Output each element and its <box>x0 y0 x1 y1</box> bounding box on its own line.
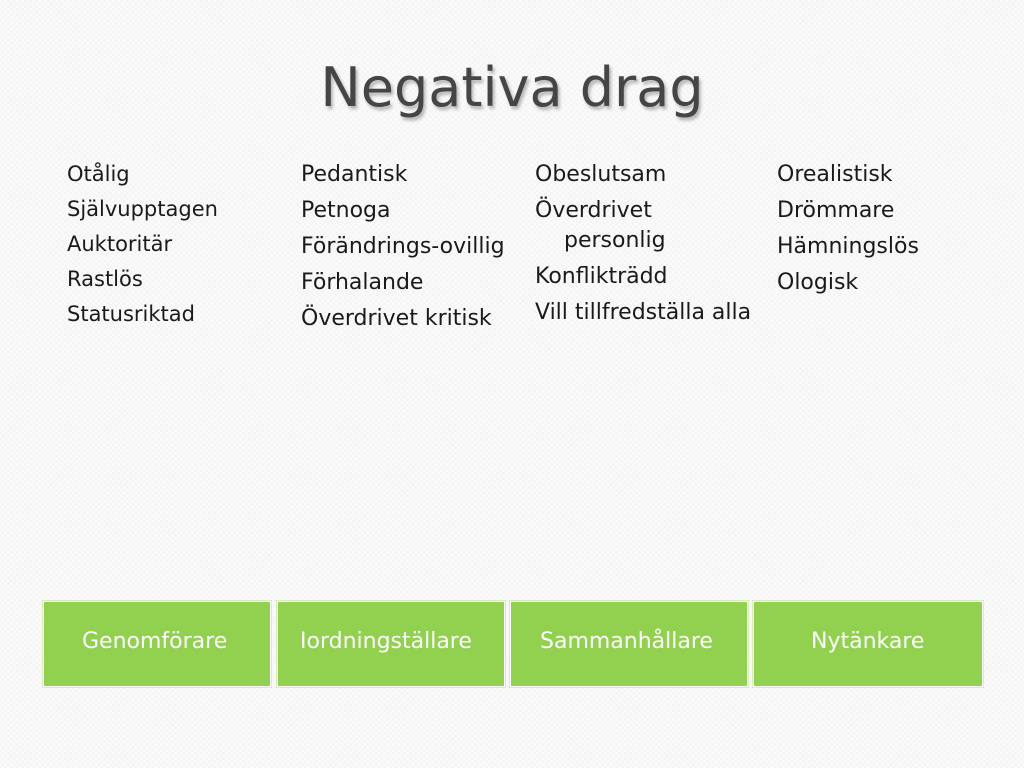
trait-column-iordningstallare <box>301 160 521 340</box>
trait-item: Auktoritär <box>67 232 173 256</box>
trait-item: Pedantisk <box>301 162 408 187</box>
trait-column-nytankare <box>777 160 1007 304</box>
role-boxes <box>43 601 983 689</box>
trait-item: Förändrings-ovillig <box>301 234 505 259</box>
trait-item: Hämningslös <box>777 234 919 259</box>
trait-item: Konflikträdd <box>535 264 668 289</box>
trait-column-sammanhallare <box>535 160 755 334</box>
trait-item: Drömmare <box>777 198 895 223</box>
trait-item: Otålig <box>67 162 130 186</box>
trait-item: Vill tillfredställa alla <box>535 300 752 325</box>
trait-item: Överdrivet kritisk <box>301 306 492 331</box>
trait-item: Orealistisk <box>777 162 893 187</box>
trait-item: Statusriktad <box>67 302 195 326</box>
trait-item: Överdrivet personlig <box>535 198 666 253</box>
trait-item: Rastlös <box>67 267 143 291</box>
role-box-nytankare: Nytänkare <box>753 601 983 687</box>
trait-item: Obeslutsam <box>535 162 667 187</box>
role-box-genomforare: Genomförare <box>43 601 271 687</box>
trait-item: Förhalande <box>301 270 424 295</box>
trait-item: Ologisk <box>777 270 859 295</box>
role-box-sammanhallare: Sammanhållare <box>510 601 748 687</box>
trait-column-genomforare <box>67 160 282 335</box>
slide-title: Negativa drag <box>320 56 704 119</box>
trait-item: Petnoga <box>301 198 391 223</box>
trait-item: Självupptagen <box>67 197 218 221</box>
role-box-iordningstallare: Iordningställare <box>277 601 505 687</box>
